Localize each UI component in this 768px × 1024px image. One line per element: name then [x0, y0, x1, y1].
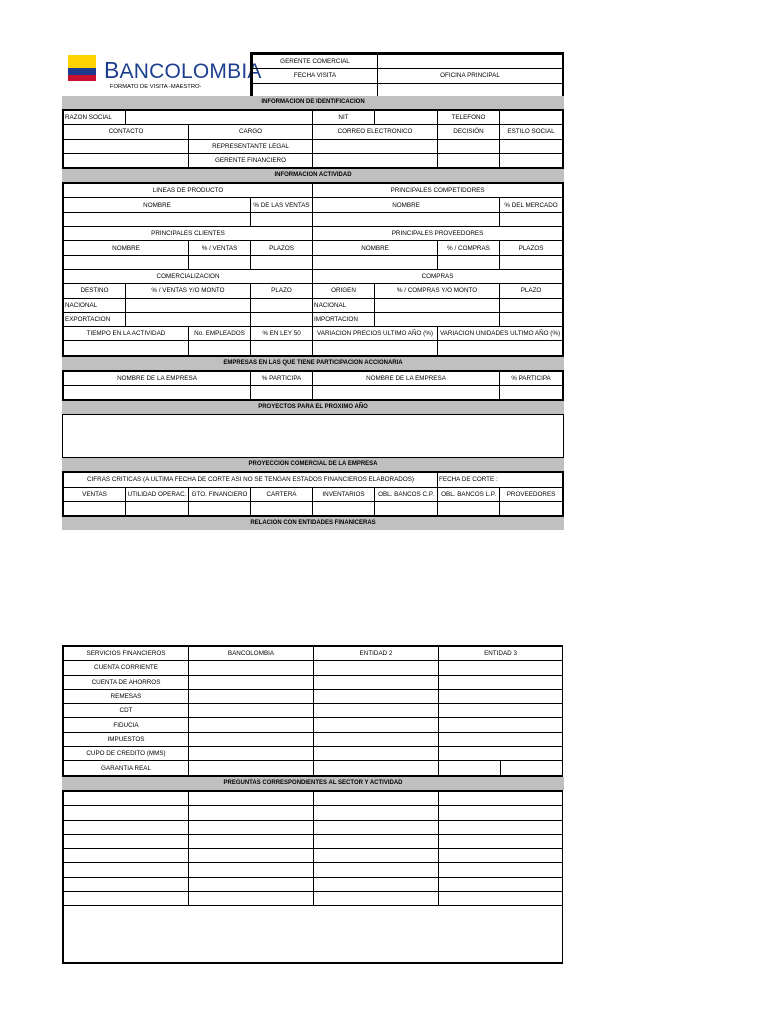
pregunta-cell[interactable] — [64, 792, 189, 806]
pct-mercado-field[interactable] — [500, 212, 563, 226]
nacional-compras-label: NACIONAL — [313, 298, 375, 312]
cliente-plazos-field[interactable] — [251, 255, 313, 269]
servicio-cell[interactable] — [189, 675, 314, 689]
decision-field[interactable] — [438, 139, 500, 153]
servicio-cell[interactable] — [189, 704, 314, 718]
servicio-cell[interactable] — [439, 761, 501, 775]
servicio-cell[interactable] — [439, 675, 563, 689]
main-form — [62, 96, 564, 530]
servicio-cell[interactable] — [189, 732, 314, 746]
servicio-row-label: FIDUCIA — [64, 718, 189, 732]
bancolombia-logo — [68, 55, 262, 95]
representante-legal-label: REPRESENTANTE LEGAL — [189, 139, 313, 153]
col-ventas: VENTAS — [64, 487, 126, 501]
empresa-nombre-field-2[interactable] — [313, 386, 500, 400]
cargo-label: CARGO — [189, 125, 313, 139]
exportacion-plazo-field[interactable] — [251, 312, 313, 326]
pregunta-cell[interactable] — [64, 877, 189, 891]
producto-nombre-field[interactable] — [64, 212, 251, 226]
pregunta-cell[interactable] — [189, 849, 314, 863]
gerente-comercial-field[interactable] — [378, 55, 563, 69]
servicio-cell[interactable] — [439, 704, 563, 718]
importacion-field[interactable] — [375, 312, 500, 326]
servicio-row-label: CUENTA DE AHORROS — [64, 675, 189, 689]
correo-label: CORREO ELECTRONICO — [313, 125, 438, 139]
pregunta-cell[interactable] — [439, 849, 563, 863]
utilidad-field[interactable] — [126, 501, 189, 515]
pregunta-cell[interactable] — [439, 892, 563, 906]
servicio-row-label: REMESAS — [64, 689, 189, 703]
pregunta-cell[interactable] — [314, 834, 439, 848]
empresa-pct-field[interactable] — [251, 386, 313, 400]
var-precios-label: VARIACION PRECIOS ULTIMO AÑO (%) — [313, 327, 438, 341]
col-gto-financiero: GTO. FINANCIERO — [189, 487, 251, 501]
pregunta-cell[interactable] — [189, 820, 314, 834]
section-proyectos: PROYECTOS PARA EL PROXIMO AÑO — [62, 401, 564, 414]
preguntas-section — [62, 777, 564, 964]
nit-field[interactable] — [375, 111, 438, 125]
pregunta-cell[interactable] — [314, 849, 439, 863]
servicio-cell[interactable] — [439, 661, 563, 675]
form-subtitle: FORMATO DE VISITA -MAESTRO- — [110, 84, 202, 90]
nacional-ventas-field[interactable] — [126, 298, 251, 312]
var-unidades-field[interactable] — [438, 341, 563, 355]
servicio-cell[interactable] — [314, 689, 439, 703]
nacional-compras-field[interactable] — [375, 298, 500, 312]
section-empresas: EMPRESAS EN LAS QUE TIENE PARTICIPACION ACCIONARIA — [62, 357, 564, 370]
compras-label: COMPRAS — [313, 269, 563, 283]
empresa-nombre-field[interactable] — [64, 386, 251, 400]
empleados-label: No. EMPLEADOS — [189, 327, 251, 341]
ley50-field[interactable] — [251, 341, 313, 355]
servicio-cell[interactable] — [189, 718, 314, 732]
ley50-label: % EN LEY 50 — [251, 327, 313, 341]
servicio-cell[interactable] — [189, 761, 314, 775]
correo-field[interactable] — [313, 139, 438, 153]
pregunta-cell[interactable] — [64, 820, 189, 834]
proveedor-plazos-header: PLAZOS — [500, 241, 563, 255]
tiempo-actividad-field[interactable] — [64, 341, 189, 355]
empresa-nombre-header: NOMBRE DE LA EMPRESA — [64, 371, 251, 385]
proveedor-pct-field[interactable] — [438, 255, 500, 269]
fecha-visita-label: FECHA VISITA — [253, 69, 378, 83]
servicio-cell[interactable] — [314, 661, 439, 675]
servicio-cell[interactable] — [501, 761, 563, 775]
pregunta-cell[interactable] — [314, 806, 439, 820]
pct-ventas-header: % DE LAS VENTAS — [251, 198, 313, 212]
nacional-plazo-field[interactable] — [251, 298, 313, 312]
razon-social-field[interactable] — [126, 111, 313, 125]
header-table — [250, 52, 564, 100]
cifras-criticas-label: CIFRAS CRITICAS (A ULTIMA FECHA DE CORTE ASI NO SE TENGAN ESTADOS FINANCIEROS ELABORADOS) — [64, 473, 438, 487]
var-precios-field[interactable] — [313, 341, 438, 355]
gerente-comercial-label: GERENTE COMERCIAL — [253, 55, 378, 69]
preguntas-notes-field[interactable] — [64, 906, 563, 963]
col-proveedores: PROVEEDORES — [500, 487, 563, 501]
servicio-row-label: CUPO DE CREDITO (MMS) — [64, 747, 189, 761]
pregunta-cell[interactable] — [439, 863, 563, 877]
competidor-nombre-header: NOMBRE — [313, 198, 500, 212]
proveedor-nombre-header: NOMBRE — [313, 241, 438, 255]
servicio-cell[interactable] — [439, 718, 563, 732]
empresa-pct-field-2[interactable] — [500, 386, 563, 400]
pregunta-cell[interactable] — [189, 834, 314, 848]
proyectos-field[interactable] — [62, 414, 564, 458]
clientes-label: PRINCIPALES CLIENTES — [64, 227, 313, 241]
col-inventarios: INVENTARIOS — [313, 487, 375, 501]
proveedor-pct-compras-header: % / COMPRAS — [438, 241, 500, 255]
destino-header: DESTINO — [64, 284, 126, 298]
origen-header: ORIGEN — [313, 284, 375, 298]
empresa-pct-header: % PARTICIPA — [251, 371, 313, 385]
estilo-social-label: ESTILO SOCIAL — [500, 125, 563, 139]
pregunta-cell[interactable] — [439, 877, 563, 891]
decision-label: DECISIÓN — [438, 125, 500, 139]
empleados-field[interactable] — [189, 341, 251, 355]
brand-name: BANCOLOMBIA — [104, 57, 262, 83]
col-obl-cp: OBL. BANCOS C.P. — [375, 487, 438, 501]
estilo-social-field-2[interactable] — [500, 153, 563, 167]
pregunta-cell[interactable] — [314, 820, 439, 834]
servicio-cell[interactable] — [439, 732, 563, 746]
compras-monto-header: % / COMPRAS Y/O MONTO — [375, 284, 500, 298]
pregunta-cell[interactable] — [314, 863, 439, 877]
cliente-nombre-header: NOMBRE — [64, 241, 189, 255]
estilo-social-field[interactable] — [500, 139, 563, 153]
servicio-row-label: GARANTIA REAL — [64, 761, 189, 775]
inventarios-field[interactable] — [313, 501, 375, 515]
servicio-cell[interactable] — [189, 689, 314, 703]
pregunta-cell[interactable] — [314, 877, 439, 891]
pregunta-cell[interactable] — [189, 892, 314, 906]
gerente-financiero-label: GERENTE FINANCIERO — [189, 153, 313, 167]
ventas-field[interactable] — [64, 501, 126, 515]
cliente-pct-field[interactable] — [189, 255, 251, 269]
tiempo-actividad-label: TIEMPO EN LA ACTIVIDAD — [64, 327, 189, 341]
var-unidades-label: VARIACION UNIDADES ULTIMO AÑO (%) — [438, 327, 563, 341]
pregunta-cell[interactable] — [439, 834, 563, 848]
competidores-label: PRINCIPALES COMPETIDORES — [313, 184, 563, 198]
pregunta-cell[interactable] — [64, 834, 189, 848]
proveedores-field[interactable] — [500, 501, 563, 515]
servicio-cell[interactable] — [314, 761, 439, 775]
pregunta-cell[interactable] — [64, 863, 189, 877]
bancolombia-header: BANCOLOMBIA — [189, 647, 314, 661]
importacion-plazo-field[interactable] — [500, 312, 563, 326]
proveedor-nombre-field[interactable] — [313, 255, 438, 269]
pregunta-cell[interactable] — [189, 877, 314, 891]
exportacion-field[interactable] — [126, 312, 251, 326]
servicio-row-label: IMPUESTOS — [64, 732, 189, 746]
servicio-cell[interactable] — [189, 747, 314, 761]
plazo-header: PLAZO — [251, 284, 313, 298]
cartera-field[interactable] — [251, 501, 313, 515]
pregunta-cell[interactable] — [64, 806, 189, 820]
gto-financiero-field[interactable] — [189, 501, 251, 515]
entidad3-header: ENTIDAD 3 — [439, 647, 563, 661]
comercializacion-label: COMERCIALIZACION — [64, 269, 313, 283]
exportacion-label: EXPORTACION — [64, 312, 126, 326]
colombia-flag-icon — [68, 55, 96, 81]
telefono-field[interactable] — [500, 111, 563, 125]
entidad2-header: ENTIDAD 2 — [314, 647, 439, 661]
decision-field-2[interactable] — [438, 153, 500, 167]
servicio-cell[interactable] — [314, 704, 439, 718]
servicio-row-label: CUENTA CORRIENTE — [64, 661, 189, 675]
pregunta-cell[interactable] — [64, 849, 189, 863]
section-relacion: RELACION CON ENTIDADES FINANICERAS — [62, 517, 564, 530]
contacto-field-2[interactable] — [64, 153, 189, 167]
section-proyeccion: PROYECCION COMERCIAL DE LA EMPRESA — [62, 458, 564, 471]
servicio-cell[interactable] — [314, 732, 439, 746]
col-obl-lp: OBL. BANCOS L.P. — [438, 487, 500, 501]
pct-mercado-header: % DEL MERCADO — [500, 198, 563, 212]
nit-label: NIT — [313, 111, 375, 125]
pregunta-cell[interactable] — [314, 892, 439, 906]
pregunta-cell[interactable] — [439, 820, 563, 834]
section-identificacion: INFORMACION DE IDENTIFICACION — [62, 96, 564, 109]
pregunta-cell[interactable] — [439, 792, 563, 806]
col-cartera: CARTERA — [251, 487, 313, 501]
pregunta-cell[interactable] — [189, 806, 314, 820]
pct-ventas-field[interactable] — [251, 212, 313, 226]
importacion-label: IMPORTACION — [313, 312, 375, 326]
servicio-cell[interactable] — [189, 661, 314, 675]
servicios-table — [62, 645, 563, 777]
ventas-monto-header: % / VENTAS Y/O MONTO — [126, 284, 251, 298]
correo-field-2[interactable] — [313, 153, 438, 167]
oficina-principal-label: OFICINA PRINCIPAL — [378, 69, 563, 83]
contacto-field[interactable] — [64, 139, 189, 153]
razon-social-label: RAZON SOCIAL — [64, 111, 126, 125]
section-actividad: INFORMACION ACTIVIDAD — [62, 169, 564, 182]
pregunta-cell[interactable] — [314, 792, 439, 806]
proveedor-plazos-field[interactable] — [500, 255, 563, 269]
section-preguntas: PREGUNTAS CORRESPONDIENTES AL SECTOR Y ACTIVIDAD — [62, 777, 564, 790]
fecha-corte-label: FECHA DE CORTE : — [438, 473, 563, 487]
nacional-ventas-label: NACIONAL — [64, 298, 126, 312]
pregunta-cell[interactable] — [189, 792, 314, 806]
col-utilidad: UTILIDAD OPERAC. — [126, 487, 189, 501]
servicio-cell[interactable] — [439, 689, 563, 703]
cliente-nombre-field[interactable] — [64, 255, 189, 269]
nacional-compras-plazo-field[interactable] — [500, 298, 563, 312]
cliente-plazos-header: PLAZOS — [251, 241, 313, 255]
producto-nombre-header: NOMBRE — [64, 198, 251, 212]
competidor-nombre-field[interactable] — [313, 212, 500, 226]
pregunta-cell[interactable] — [439, 806, 563, 820]
obl-lp-field[interactable] — [438, 501, 500, 515]
servicio-row-label: CDT — [64, 704, 189, 718]
proveedores-label: PRINCIPALES PROVEEDORES — [313, 227, 563, 241]
obl-cp-field[interactable] — [375, 501, 438, 515]
servicio-cell[interactable] — [439, 747, 563, 761]
servicios-header: SERVICIOS FINANCIEROS — [64, 647, 189, 661]
pregunta-cell[interactable] — [64, 892, 189, 906]
servicio-cell[interactable] — [314, 675, 439, 689]
lineas-producto-label: LINEAS DE PRODUCTO — [64, 184, 313, 198]
contacto-label: CONTACTO — [64, 125, 189, 139]
empresa-nombre-header-2: NOMBRE DE LA EMPRESA — [313, 371, 500, 385]
empresa-pct-header-2: % PARTICIPA — [500, 371, 563, 385]
servicio-cell[interactable] — [314, 718, 439, 732]
compras-plazo-header: PLAZO — [500, 284, 563, 298]
telefono-label: TELEFONO — [438, 111, 500, 125]
servicio-cell[interactable] — [314, 747, 439, 761]
cliente-pct-ventas-header: % / VENTAS — [189, 241, 251, 255]
pregunta-cell[interactable] — [189, 863, 314, 877]
